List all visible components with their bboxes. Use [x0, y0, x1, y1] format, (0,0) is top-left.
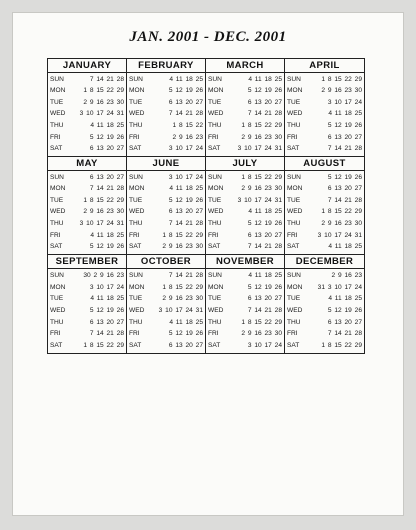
weekday-label: MON	[287, 185, 303, 193]
weekday-label: SAT	[287, 145, 300, 153]
weekday-dates: 2 9 16 23	[331, 271, 362, 279]
month-block-january	[48, 59, 127, 157]
weekday-dates: 7 14 21 28	[89, 75, 124, 83]
weekday-dates: 5 12 19 26	[89, 133, 124, 141]
weekday-dates: 7 14 21 28	[168, 220, 203, 228]
weekday-label: SUN	[208, 173, 222, 181]
weekday-label: TUE	[287, 98, 301, 106]
weekday-label: FRI	[129, 231, 140, 239]
weekday-row	[206, 272, 284, 280]
weekday-row	[285, 330, 364, 338]
weekday-dates: 2 9 16 23 30	[162, 243, 203, 251]
weekday-dates: 2 9 16 23 30	[83, 208, 124, 216]
weekday-row	[206, 87, 284, 95]
weekday-label: WED	[50, 208, 66, 216]
weekday-dates: 6 13 20 27	[89, 173, 124, 181]
weekday-row	[127, 174, 205, 182]
weekday-row	[285, 342, 364, 350]
weekday-label: FRI	[129, 330, 140, 338]
weekday-row	[206, 342, 284, 350]
weekday-row	[206, 145, 284, 153]
weekday-dates: 6 13 20 27	[168, 342, 203, 350]
weekday-dates: 5 12 19 26	[327, 122, 362, 130]
weekday-dates: 4 11 18 25	[248, 271, 282, 279]
weekday-label: MON	[208, 87, 224, 95]
weekday-label: FRI	[208, 330, 219, 338]
weekday-label: THU	[50, 220, 64, 228]
weekday-label: TUE	[50, 98, 64, 106]
weekday-row	[48, 174, 126, 182]
weekday-label: SAT	[50, 243, 63, 251]
weekday-dates: 2 9 16 23 30	[321, 87, 362, 95]
month-block-may	[48, 157, 127, 255]
weekday-label: WED	[208, 306, 224, 314]
weekday-label: SAT	[129, 243, 142, 251]
weekday-dates: 7 14 21 28	[89, 330, 124, 338]
weekday-row	[48, 99, 126, 107]
weekday-row	[48, 232, 126, 240]
weekday-label: THU	[287, 220, 301, 228]
weekday-dates: 2 9 16 23	[172, 133, 203, 141]
weekday-dates: 3 10 17 24	[89, 283, 124, 291]
weekday-row	[285, 76, 364, 84]
weekday-row	[206, 208, 284, 216]
weekday-row	[127, 87, 205, 95]
weekday-row	[285, 134, 364, 142]
weekday-row	[285, 272, 364, 280]
weekday-dates: 3 10 17 24	[168, 173, 203, 181]
weekday-dates: 31 3 10 17 24	[317, 283, 362, 291]
weekday-label: SAT	[208, 243, 221, 251]
weekday-row	[48, 307, 126, 315]
weekday-row	[206, 295, 284, 303]
weekday-dates: 7 14 21 28	[89, 185, 124, 193]
weekday-row	[285, 220, 364, 228]
weekday-dates: 5 12 19 26	[89, 306, 124, 314]
weekday-label: SAT	[208, 342, 221, 350]
weekday-row	[127, 145, 205, 153]
weekday-dates: 1 8 15 22 29	[241, 122, 282, 130]
weekday-dates: 2 9 16 23 30	[162, 295, 203, 303]
weekday-row	[285, 197, 364, 205]
weekday-dates: 7 14 21 28	[168, 271, 203, 279]
weekday-row	[48, 87, 126, 95]
weekday-row	[206, 110, 284, 118]
weekday-label: SAT	[208, 145, 221, 153]
weekday-label: FRI	[50, 330, 61, 338]
weekday-label: SUN	[208, 271, 222, 279]
weekday-row	[127, 284, 205, 292]
weekday-row	[127, 220, 205, 228]
weekday-dates: 1 8 15 22 29	[321, 208, 362, 216]
weekday-label: SUN	[287, 75, 301, 83]
weekday-row	[127, 319, 205, 327]
weekday-label: SAT	[129, 145, 142, 153]
weekday-label: TUE	[129, 98, 143, 106]
weekday-dates: 4 11 18 25	[90, 231, 124, 239]
weekday-label: SAT	[287, 243, 300, 251]
weekday-row	[48, 243, 126, 251]
weekday-dates: 5 12 19 26	[247, 220, 282, 228]
weekday-row	[206, 330, 284, 338]
weekday-label: THU	[208, 220, 222, 228]
weekday-dates: 1 8 15 22 29	[241, 318, 282, 326]
weekday-row	[285, 174, 364, 182]
weekday-row	[127, 295, 205, 303]
weekday-label: MON	[129, 87, 145, 95]
month-name: JUNE	[127, 157, 205, 171]
weekday-row	[127, 110, 205, 118]
weekday-row	[48, 76, 126, 84]
weekday-row	[285, 185, 364, 193]
month-name: DECEMBER	[285, 255, 364, 269]
weekday-label: TUE	[208, 196, 222, 204]
weekday-dates: 4 11 18 25	[169, 185, 203, 193]
weekday-row	[285, 208, 364, 216]
weekday-row	[285, 99, 364, 107]
weekday-dates: 2 9 16 23 30	[83, 98, 124, 106]
weekday-row	[285, 284, 364, 292]
weekday-row	[127, 243, 205, 251]
weekday-row	[206, 319, 284, 327]
weekday-dates: 4 11 18 25	[328, 295, 362, 303]
month-block-february	[127, 59, 206, 157]
month-block-july	[206, 157, 285, 255]
weekday-dates: 5 12 19 26	[168, 330, 203, 338]
weekday-row	[48, 110, 126, 118]
month-block-october	[127, 255, 206, 353]
weekday-dates: 6 13 20 27	[327, 318, 362, 326]
weekday-row	[48, 220, 126, 228]
weekday-dates: 3 10 17 24 31	[79, 110, 124, 118]
weekday-row	[48, 185, 126, 193]
weekday-label: TUE	[287, 295, 301, 303]
weekday-label: SUN	[208, 75, 222, 83]
weekday-dates: 5 12 19 26	[327, 173, 362, 181]
weekday-label: THU	[50, 122, 64, 130]
weekday-dates: 4 11 18 25	[90, 122, 124, 130]
weekday-dates: 4 11 18 25	[90, 295, 124, 303]
weekday-label: MON	[50, 283, 66, 291]
weekday-label: SUN	[50, 271, 64, 279]
weekday-label: MON	[129, 283, 145, 291]
weekday-label: WED	[208, 110, 224, 118]
weekday-row	[127, 197, 205, 205]
weekday-label: WED	[287, 110, 303, 118]
month-days	[206, 269, 284, 353]
month-name: NOVEMBER	[206, 255, 284, 269]
weekday-label: TUE	[208, 98, 222, 106]
weekday-row	[206, 232, 284, 240]
weekday-row	[127, 208, 205, 216]
weekday-dates: 6 13 20 27	[89, 145, 124, 153]
weekday-label: FRI	[50, 231, 61, 239]
weekday-label: TUE	[208, 295, 222, 303]
weekday-row	[127, 122, 205, 130]
weekday-label: TUE	[129, 196, 143, 204]
weekday-label: WED	[129, 110, 145, 118]
weekday-dates: 3 10 17 24 31	[237, 196, 282, 204]
month-name: FEBRUARY	[127, 59, 205, 73]
weekday-dates: 1 8 15 22 29	[321, 342, 362, 350]
weekday-dates: 5 12 19 26	[168, 87, 203, 95]
weekday-row	[206, 99, 284, 107]
weekday-dates: 3 10 17 24	[327, 98, 362, 106]
weekday-row	[206, 307, 284, 315]
weekday-dates: 6 13 20 27	[327, 133, 362, 141]
month-days	[285, 171, 364, 254]
weekday-label: FRI	[208, 231, 219, 239]
weekday-label: WED	[50, 110, 66, 118]
weekday-dates: 5 12 19 26	[247, 283, 282, 291]
weekday-dates: 7 14 21 28	[247, 243, 282, 251]
weekday-dates: 1 8 15 22 29	[162, 231, 203, 239]
weekday-label: SUN	[287, 271, 301, 279]
weekday-row	[127, 342, 205, 350]
weekday-dates: 4 11 18 25	[248, 208, 282, 216]
month-days	[285, 269, 364, 353]
weekday-label: WED	[208, 208, 224, 216]
weekday-dates: 5 12 19 26	[327, 306, 362, 314]
weekday-dates: 7 14 21 28	[247, 110, 282, 118]
weekday-label: TUE	[50, 196, 64, 204]
weekday-dates: 6 13 20 27	[327, 185, 362, 193]
calendar-card	[13, 13, 403, 515]
weekday-label: WED	[50, 306, 66, 314]
weekday-dates: 4 11 18 25	[169, 75, 203, 83]
weekday-dates: 3 10 17 24	[168, 145, 203, 153]
weekday-label: THU	[129, 220, 143, 228]
weekday-row	[206, 197, 284, 205]
weekday-dates: 6 13 20 27	[168, 208, 203, 216]
weekday-label: MON	[287, 87, 303, 95]
weekday-label: THU	[287, 318, 301, 326]
weekday-row	[48, 295, 126, 303]
weekday-label: FRI	[287, 133, 298, 141]
month-block-june	[127, 157, 206, 255]
weekday-dates: 5 12 19 26	[89, 243, 124, 251]
month-days	[48, 73, 126, 156]
weekday-label: FRI	[129, 133, 140, 141]
weekday-dates: 6 13 20 27	[247, 295, 282, 303]
weekday-dates: 1 8 15 22 29	[241, 173, 282, 181]
weekday-label: MON	[50, 87, 66, 95]
weekday-row	[285, 87, 364, 95]
weekday-row	[127, 76, 205, 84]
weekday-dates: 3 10 17 24 31	[317, 231, 362, 239]
weekday-row	[285, 122, 364, 130]
month-days	[127, 73, 205, 156]
weekday-dates: 7 14 21 28	[327, 330, 362, 338]
weekday-dates: 6 13 20 27	[89, 318, 124, 326]
weekday-dates: 7 14 21 28	[327, 145, 362, 153]
month-block-december	[285, 255, 364, 353]
month-days	[206, 171, 284, 254]
month-name: APRIL	[285, 59, 364, 73]
weekday-dates: 5 12 19 26	[247, 87, 282, 95]
weekday-label: SUN	[50, 75, 64, 83]
month-days	[206, 73, 284, 156]
weekday-row	[285, 295, 364, 303]
weekday-label: SUN	[129, 75, 143, 83]
weekday-row	[206, 284, 284, 292]
month-block-march	[206, 59, 285, 157]
weekday-row	[285, 307, 364, 315]
weekday-label: WED	[287, 208, 303, 216]
weekday-row	[206, 122, 284, 130]
weekday-row	[206, 243, 284, 251]
weekday-dates: 7 14 21 28	[168, 110, 203, 118]
weekday-label: SUN	[287, 173, 301, 181]
weekday-row	[206, 174, 284, 182]
weekday-dates: 7 14 21 28	[247, 306, 282, 314]
weekday-label: SAT	[129, 342, 142, 350]
weekday-dates: 1 8 15 22 29	[162, 283, 203, 291]
weekday-label: FRI	[208, 133, 219, 141]
weekday-label: THU	[129, 122, 143, 130]
weekday-row	[127, 99, 205, 107]
month-days	[127, 171, 205, 254]
weekday-row	[48, 145, 126, 153]
weekday-label: WED	[287, 306, 303, 314]
weekday-label: TUE	[287, 196, 301, 204]
weekday-dates: 2 9 16 23 30	[241, 133, 282, 141]
month-name: MARCH	[206, 59, 284, 73]
weekday-label: TUE	[129, 295, 143, 303]
weekday-row	[48, 197, 126, 205]
month-name: JANUARY	[48, 59, 126, 73]
weekday-dates: 2 9 16 23 30	[321, 220, 362, 228]
weekday-row	[127, 330, 205, 338]
weekday-dates: 3 10 17 24	[247, 342, 282, 350]
month-days	[48, 171, 126, 254]
weekday-row	[48, 330, 126, 338]
weekday-label: THU	[208, 318, 222, 326]
month-name: SEPTEMBER	[48, 255, 126, 269]
weekday-label: THU	[287, 122, 301, 130]
weekday-label: MON	[50, 185, 66, 193]
weekday-row	[127, 272, 205, 280]
month-name: MAY	[48, 157, 126, 171]
weekday-label: FRI	[287, 231, 298, 239]
month-block-november	[206, 255, 285, 353]
weekday-dates: 1 8 15 22 29	[83, 196, 124, 204]
weekday-label: FRI	[50, 133, 61, 141]
weekday-dates: 6 13 20 27	[247, 98, 282, 106]
weekday-row	[48, 319, 126, 327]
weekday-row	[206, 134, 284, 142]
weekday-dates: 7 14 21 28	[327, 196, 362, 204]
weekday-label: WED	[129, 306, 145, 314]
month-name: OCTOBER	[127, 255, 205, 269]
weekday-label: THU	[208, 122, 222, 130]
weekday-row	[206, 185, 284, 193]
weekday-row	[48, 284, 126, 292]
weekday-row	[206, 220, 284, 228]
weekday-row	[285, 145, 364, 153]
weekday-dates: 3 10 17 24 31	[237, 145, 282, 153]
month-block-august	[285, 157, 364, 255]
weekday-label: SAT	[287, 342, 300, 350]
month-name: JULY	[206, 157, 284, 171]
weekday-label: MON	[208, 283, 224, 291]
weekday-row	[48, 208, 126, 216]
weekday-dates: 5 12 19 26	[168, 196, 203, 204]
weekday-row	[285, 319, 364, 327]
weekday-label: SAT	[50, 145, 63, 153]
weekday-dates: 3 10 17 24 31	[158, 306, 203, 314]
weekday-label: SUN	[129, 271, 143, 279]
weekday-row	[127, 232, 205, 240]
weekday-dates: 4 11 18 25	[248, 75, 282, 83]
calendar-grid	[47, 58, 365, 354]
weekday-dates: 1 8 15 22 29	[83, 342, 124, 350]
weekday-dates: 1 8 15 22 29	[83, 87, 124, 95]
weekday-row	[48, 134, 126, 142]
weekday-row	[285, 232, 364, 240]
weekday-dates: 1 8 15 22 29	[321, 75, 362, 83]
month-name: AUGUST	[285, 157, 364, 171]
weekday-label: SAT	[50, 342, 63, 350]
weekday-row	[127, 134, 205, 142]
weekday-dates: 4 11 18 25	[169, 318, 203, 326]
month-block-april	[285, 59, 364, 157]
calendar-title: JAN. 2001 - DEC. 2001	[129, 29, 287, 45]
weekday-dates: 2 9 16 23 30	[241, 330, 282, 338]
month-days	[48, 269, 126, 353]
weekday-row	[285, 243, 364, 251]
weekday-dates: 6 13 20 27	[247, 231, 282, 239]
weekday-label: WED	[129, 208, 145, 216]
weekday-dates: 4 11 18 25	[328, 243, 362, 251]
weekday-dates: 3 10 17 24 31	[79, 220, 124, 228]
weekday-dates: 6 13 20 27	[168, 98, 203, 106]
weekday-dates: 4 11 18 25	[328, 110, 362, 118]
weekday-label: SUN	[50, 173, 64, 181]
month-days	[285, 73, 364, 156]
weekday-label: THU	[50, 318, 64, 326]
weekday-label: MON	[208, 185, 224, 193]
weekday-row	[48, 122, 126, 130]
weekday-dates: 30 2 9 16 23	[83, 271, 124, 279]
weekday-label: FRI	[287, 330, 298, 338]
weekday-row	[127, 307, 205, 315]
weekday-row	[285, 110, 364, 118]
weekday-label: MON	[129, 185, 145, 193]
weekday-row	[206, 76, 284, 84]
weekday-label: THU	[129, 318, 143, 326]
weekday-dates: 1 8 15 22	[172, 122, 203, 130]
weekday-row	[48, 272, 126, 280]
weekday-row	[127, 185, 205, 193]
month-block-september	[48, 255, 127, 353]
month-days	[127, 269, 205, 353]
weekday-row	[48, 342, 126, 350]
weekday-label: TUE	[50, 295, 64, 303]
weekday-dates: 2 9 16 23 30	[241, 185, 282, 193]
weekday-label: MON	[287, 283, 303, 291]
weekday-label: SUN	[129, 173, 143, 181]
